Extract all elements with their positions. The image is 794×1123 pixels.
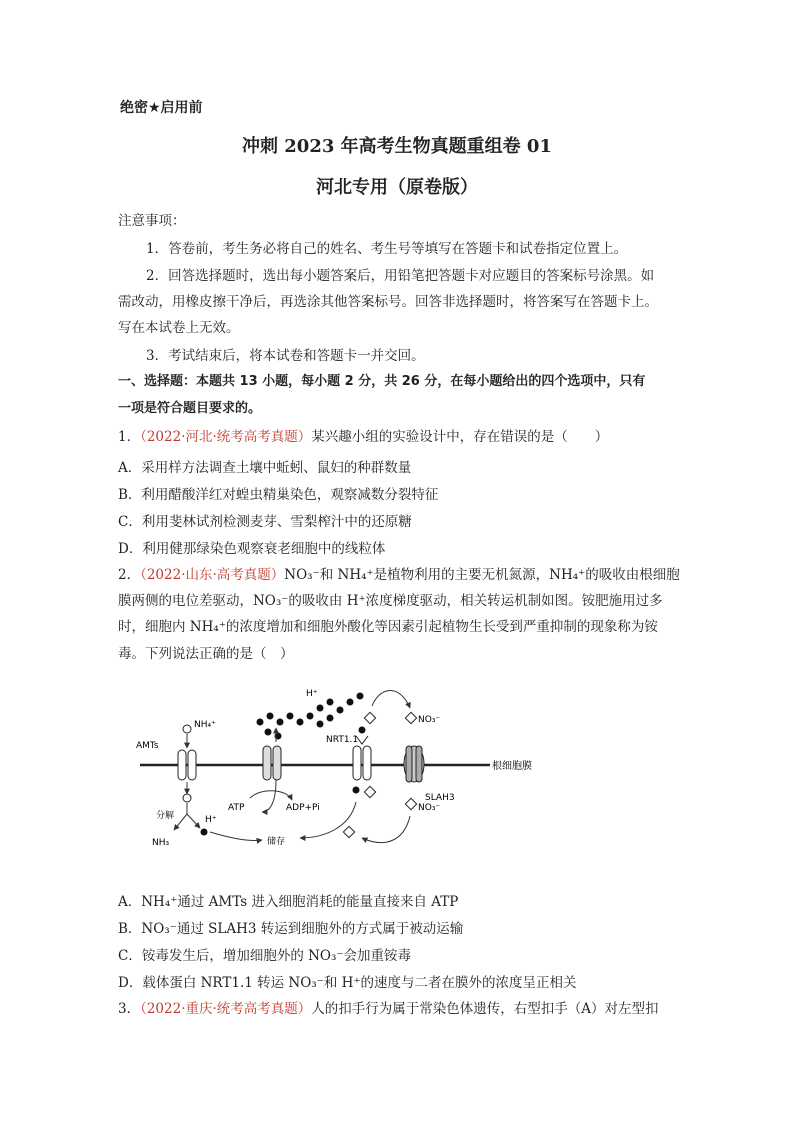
question-2-source: （2022·山东·高考真题） [140,567,285,583]
question-1-option-b[interactable]: B．利用醋酸洋红对蝗虫精巢染色，观察减数分裂特征 [118,487,439,503]
slah3-label: SLAH3 [425,793,455,803]
question-3-source: （2022·重庆·统考高考真题） [140,1001,312,1017]
question-2-number: 2． [118,567,141,583]
transport-mechanism-diagram [130,682,550,862]
question-1-text: 某兴趣小组的实验设计中，存在错误的是（ ） [311,429,609,445]
membrane-label: 根细胞膜 [492,761,532,772]
question-3-stem [118,996,688,1022]
amts-label: AMTs [136,741,159,751]
nh4-inner-circle [183,794,191,802]
question-1-source: （2022·河北·统考高考真题） [140,429,312,445]
question-1-option-c[interactable]: C．利用斐林试剂检测麦芽、雪梨榨汁中的还原糖 [118,514,412,530]
atp-label: ATP [228,803,245,813]
notes-item-1: 1．答卷前，考生务必将自己的姓名、考生号等填写在答题卡和试卷指定位置上。 [146,241,628,257]
question-2-stem-line-3: 时，细胞内 NH₄⁺的浓度增加和细胞外酸化等因素引起植物生长受到严重抑制的现象称为铵 [118,619,658,635]
secret-label: 绝密★启用前 [120,100,203,116]
proton-pump [263,746,281,780]
page-subtitle: 河北专用（原卷版） [316,177,478,198]
decompose-label: 分解 [156,811,175,821]
notes-item-3: 3．考试结束后，将本试卷和答题卡一并交回。 [146,348,425,364]
adp-label: ADP+Pi [286,803,320,813]
no3-top-label: NO₃⁻ [418,715,441,725]
question-3-text: 人的扣手行为属于常染色体遗传，右型扣手（A）对左型扣 [311,1001,659,1017]
question-3-number: 3． [118,1001,141,1017]
question-2-option-d[interactable]: D．载体蛋白 NRT1.1 转运 NO₃⁻和 H⁺的速度与二者在膜外的浓度呈正相关 [118,975,577,991]
question-2-option-b[interactable]: B．NO₃⁻通过 SLAH3 转运到细胞外的方式属于被动运输 [118,921,464,937]
section-heading-line-1: 一、选择题：本题共 13 小题，每小题 2 分，共 26 分，在每小题给出的四个选项中，只有 [118,374,646,389]
nh3-label: NH₃ [152,838,170,848]
question-2-stem-line-4: 毒。下列说法正确的是（ ） [118,646,294,662]
question-1-stem [118,424,688,450]
question-1-option-d[interactable]: D．利用健那绿染色观察衰老细胞中的线粒体 [118,541,386,557]
no3-diamond-storage [343,826,354,837]
notes-heading: 注意事项： [118,213,186,229]
h-inner-dot [201,829,208,836]
page-title: 冲刺 2023 年高考生物真题重组卷 01 [242,136,552,157]
h-top-label: H⁺ [306,689,318,699]
question-2-option-c[interactable]: C．铵毒发生后，增加细胞外的 NO₃⁻会加重铵毒 [118,948,412,964]
question-2-stem-line-1 [118,562,688,588]
question-1-option-a[interactable]: A．采用样方法调查土壤中蚯蚓、鼠妇的种群数量 [118,460,412,476]
storage-label: 储存 [267,837,286,847]
question-1-number: 1． [118,429,141,445]
notes-item-2-line-3: 写在本试卷上无效。 [118,320,240,336]
no3-diamond-outside [364,712,375,723]
nh4-top-label: NH₄⁺ [194,720,216,730]
notes-item-2-line-1: 2．回答选择题时，选出每小题答案后，用铅笔把答题卡对应题目的答案标号涂黑。如 [146,268,655,284]
question-2-stem-line-2: 膜两侧的电位差驱动，NO₃⁻的吸收由 H⁺浓度梯度驱动，相关转运机制如图。铵肥施用过多 [118,593,663,609]
no3-bottom-label: NO₃⁻ [418,803,441,813]
slah3-channel [404,746,424,782]
question-2-text-1: NO₃⁻和 NH₄⁺是植物利用的主要无机氮源，NH₄⁺的吸收由根细胞 [284,567,680,583]
h-bottom-label: H⁺ [205,815,217,825]
no3-diamond-inside [364,786,375,797]
notes-item-2-line-2: 需改动，用橡皮擦干净后，再选涂其他答案标号。回答非选择题时，将答案写在答题卡上。 [118,294,658,310]
nh4-outer-circle [183,725,191,733]
question-2-option-a[interactable]: A．NH₄⁺通过 AMTs 进入细胞消耗的能量直接来自 ATP [118,894,459,910]
section-heading-line-2: 一项是符合题目要求的。 [118,401,262,416]
nrt-label: NRT1.1 [326,735,359,745]
h-ion-dots-outside [257,693,364,740]
